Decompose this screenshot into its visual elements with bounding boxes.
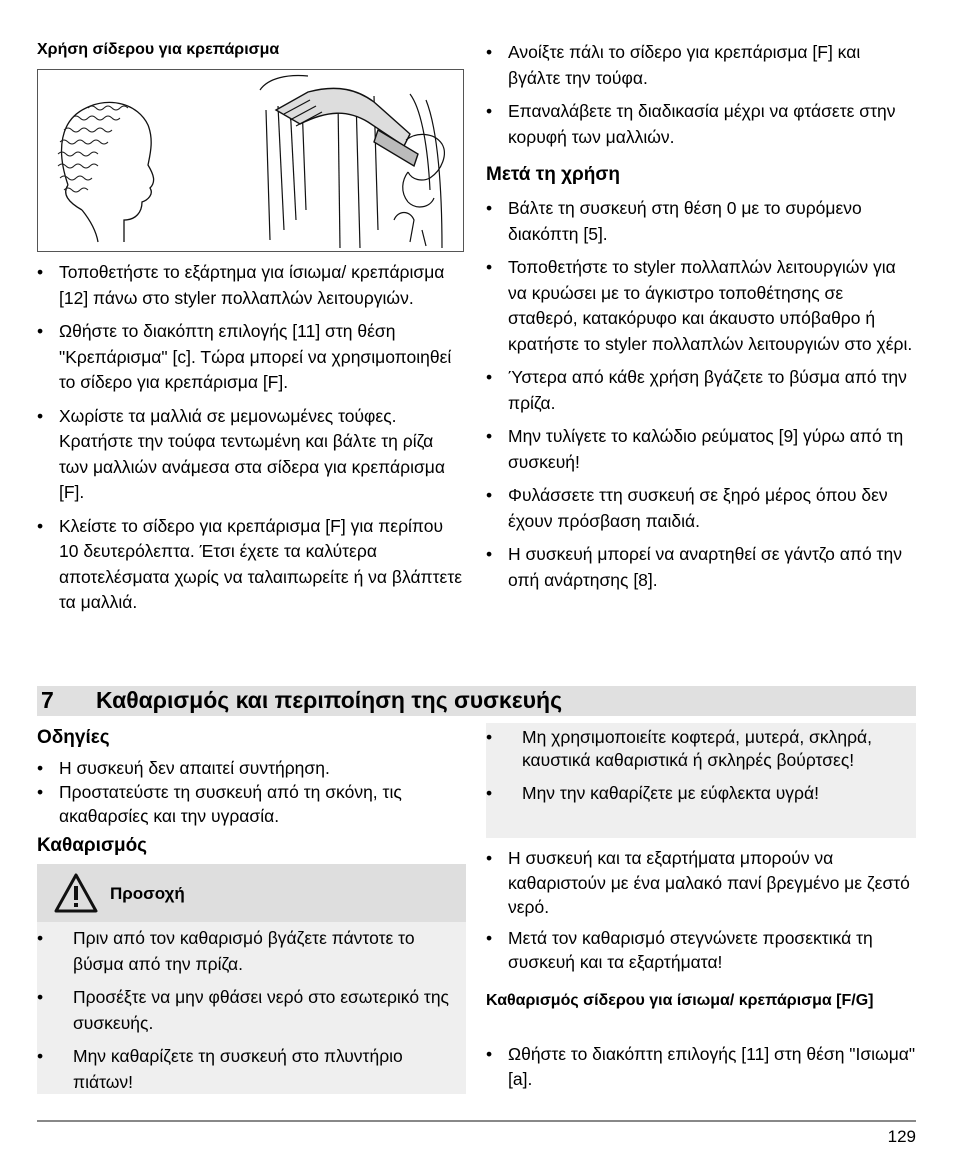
section-title: Καθαρισμός και περιποίηση της συσκευής xyxy=(96,687,563,713)
after-use-heading: Μετά τη χρήση xyxy=(486,164,621,185)
warning-body xyxy=(37,922,466,1094)
list-item: • Ανοίξτε πάλι το σίδερο για κρεπάρισμα [F] και βγάλτε την τούφα. xyxy=(486,40,916,91)
list-item: • Φυλάσσετε ττη συσκευή σε ξηρό μέρος όπου δεν έχουν πρόσβαση παιδιά. xyxy=(486,483,916,534)
warning-list xyxy=(37,926,457,1103)
list-item: • Ωθήστε το διακόπτη επιλογής [11] στη θέση "Κρεπάρισμα" [c]. Τώρα μπορεί να χρησιμοποιηθεί το σίδερο για κρεπάρισμα [F]. xyxy=(37,319,467,396)
list-item: • Μην την καθαρίζετε με εύφλεκτα υγρά! xyxy=(486,782,906,805)
list-item: • Η συσκευή και τα εξαρτήματα μπορούν να καθαριστούν με ένα μαλακό πανί βρεγμένο με ζεστό νερό. xyxy=(486,846,916,920)
warning-triangle-icon xyxy=(53,872,99,914)
list-item: • Προστατεύστε τη συσκευή από τη σκόνη, τις ακαθαρσίες και την υγρασία. xyxy=(37,780,467,828)
list-item: • Χωρίστε τα μαλλιά σε μεμονωμένες τούφες. Κρατήστε την τούφα τεντωμένη και βάλτε τη ρίζα των μαλλιών ανάμεσα στα σίδερα για κρεπάρισμα [F]. xyxy=(37,404,467,506)
list-item: • Ωθήστε το διακόπτη επιλογής [11] στη θέση "Ισιωμα" [a]. xyxy=(486,1042,916,1091)
cleaning-heading: Καθαρισμός xyxy=(37,835,148,856)
list-item: • Ύστερα από κάθε χρήση βγάζετε το βύσμα από την πρίζα. xyxy=(486,365,916,416)
cleaning-note-box xyxy=(486,723,916,838)
crimping-illustration xyxy=(37,69,464,252)
crimper-cleaning-list xyxy=(486,1042,916,1091)
list-item: • Πριν από τον καθαρισμό βγάζετε πάντοτε το βύσμα από την πρίζα. xyxy=(37,926,457,977)
crimping-continue-list xyxy=(486,40,916,158)
warning-title: Προσοχή xyxy=(110,884,185,903)
page-number: 129 xyxy=(887,1127,916,1146)
list-item: • Τοποθετήστε το εξάρτημα για ίσιωμα/ κρεπάρισμα [12] πάνω στο styler πολλαπλών λειτουργιών. xyxy=(37,260,467,311)
crimping-use-list xyxy=(37,260,467,624)
list-item: • Προσέξτε να μην φθάσει νερό στο εσωτερικό της συσκευής. xyxy=(37,985,457,1036)
list-item: • Μην τυλίγετε το καλώδιο ρεύματος [9] γύρω από τη συσκευή! xyxy=(486,424,916,475)
after-use-list xyxy=(486,196,916,601)
list-item: • Μη χρησιμοποιείτε κοφτερά, μυτερά, σκληρά, καυστικά καθαριστικά ή σκληρές βούρτσες! xyxy=(486,726,906,772)
section-heading-crimping-use: Χρήση σίδερου για κρεπάρισμα xyxy=(37,41,280,58)
list-item: • Κλείστε το σίδερο για κρεπάρισμα [F] για περίπου 10 δευτερόλεπτα. Έτσι έχετε τα καλύτερα αποτελέσματα χωρίς να ταλαιπωρείτε ή να βλάπτετε τα μαλλιά. xyxy=(37,514,467,616)
list-item: • Επαναλάβετε τη διαδικασία μέχρι να φτάσετε στην κορυφή των μαλλιών. xyxy=(486,99,916,150)
hair-crimping-drawing xyxy=(38,70,462,250)
section-7-header xyxy=(37,686,916,716)
list-item: • Η συσκευή μπορεί να αναρτηθεί σε γάντζο από την οπή ανάρτησης [8]. xyxy=(486,542,916,593)
list-item: • Τοποθετήστε το styler πολλαπλών λειτουργιών για να κρυώσει με το άγκιστρο τοποθέτησης σε σταθερό, κατακόρυφο και άκαυστο υπόβαθρο ή κρατήστε το styler πολλαπλών λειτουργιών στο χέρι. xyxy=(486,255,916,357)
list-item: • Μην καθαρίζετε τη συσκευή στο πλυντήριο πιάτων! xyxy=(37,1044,457,1095)
section-number: 7 xyxy=(41,687,54,713)
crimper-cleaning-heading: Καθαρισμός σίδερου για ίσιωμα/ κρεπάρισμα [F/G] xyxy=(486,992,874,1009)
cleaning-list xyxy=(486,846,916,975)
instructions-list xyxy=(37,756,467,828)
list-item: • Μετά τον καθαρισμό στεγνώνετε προσεκτικά τη συσκευή και τα εξαρτήματα! xyxy=(486,926,916,975)
footer-divider xyxy=(37,1120,916,1122)
warning-header xyxy=(37,864,466,922)
cleaning-note-list xyxy=(486,726,906,805)
instructions-heading: Οδηγίες xyxy=(37,727,110,748)
list-item: • Βάλτε τη συσκευή στη θέση 0 με το συρόμενο διακόπτη [5]. xyxy=(486,196,916,247)
list-item: • Η συσκευή δεν απαιτεί συντήρηση. xyxy=(37,756,467,780)
